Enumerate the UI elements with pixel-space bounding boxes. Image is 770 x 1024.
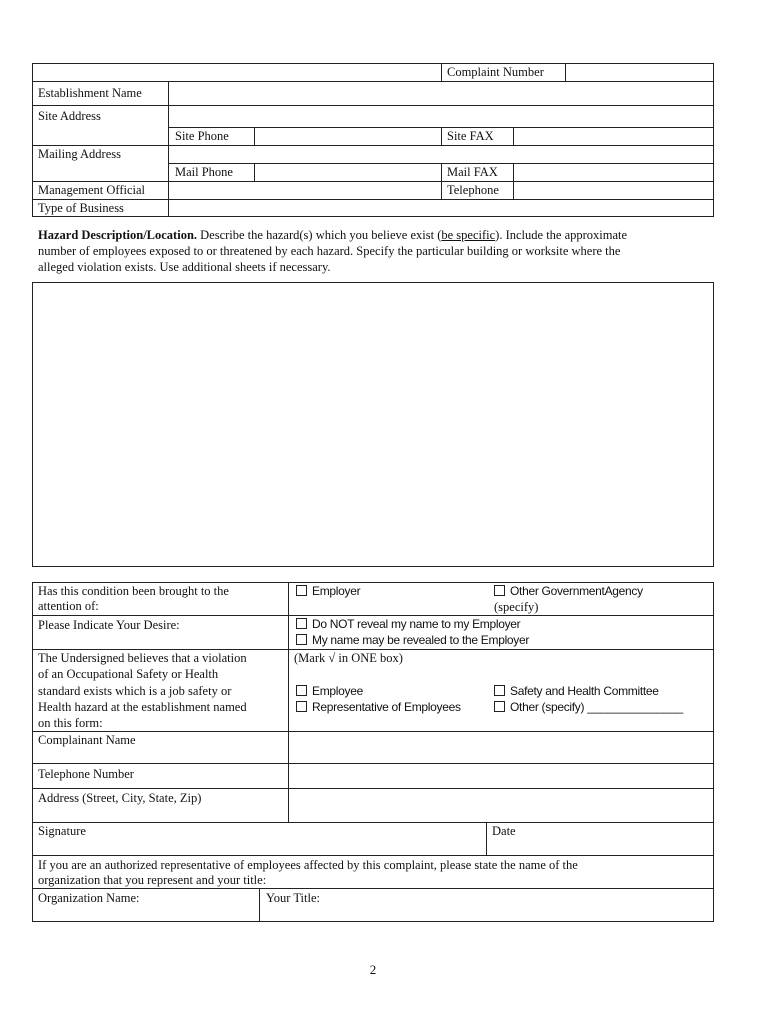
may-reveal-checkbox[interactable] — [296, 633, 529, 648]
checkbox-icon — [296, 634, 307, 645]
date-label: Date — [492, 824, 516, 838]
do-not-reveal-label: Do NOT reveal my name to my Employer — [312, 617, 521, 631]
type-of-business-label: Type of Business — [38, 201, 124, 215]
hazard-instructions — [38, 227, 718, 275]
complainant-name-label: Complainant Name — [38, 733, 136, 747]
authorized-rep-line-2: organization that you represent and your title: — [38, 873, 267, 887]
undersigned-line-2: of an Occupational Safety or Health — [38, 667, 219, 681]
mail-phone-label: Mail Phone — [175, 165, 233, 179]
attention-label-line-2: attention of: — [38, 599, 99, 613]
checkbox-icon — [296, 585, 307, 596]
your-title-field[interactable] — [260, 889, 713, 921]
be-specific-text: be specific — [441, 228, 496, 242]
complainant-name-field[interactable] — [289, 732, 713, 763]
management-official-field[interactable] — [169, 182, 441, 199]
date-field[interactable] — [487, 823, 713, 855]
address-label: Address (Street, City, State, Zip) — [38, 791, 202, 805]
site-address-label: Site Address — [38, 109, 101, 123]
checkbox-icon — [296, 618, 307, 629]
may-reveal-label: My name may be revealed to the Employer — [312, 633, 530, 647]
mark-instruction: (Mark √ in ONE box) — [294, 651, 403, 665]
mail-fax-field[interactable] — [514, 164, 713, 181]
other-specify-option-label: Other (specify) _______________ — [510, 700, 683, 714]
hazard-heading: Hazard Description/Location. — [38, 228, 198, 242]
signature-label: Signature — [38, 824, 86, 838]
other-agency-checkbox[interactable] — [494, 584, 643, 599]
hazard-text-1: Describe the hazard(s) which you believe exist ( — [200, 228, 442, 242]
checkbox-icon — [494, 585, 505, 596]
site-fax-label: Site FAX — [447, 129, 494, 143]
site-fax-field[interactable] — [514, 128, 713, 145]
checkbox-icon — [296, 685, 307, 696]
telephone-number-label: Telephone Number — [38, 767, 134, 781]
safety-committee-checkbox[interactable] — [494, 684, 659, 699]
organization-name-field[interactable] — [33, 889, 259, 921]
establishment-name-field[interactable] — [169, 82, 713, 105]
hazard-line-3: alleged violation exists. Use additional sheets if necessary. — [38, 260, 331, 274]
other-specify-checkbox[interactable] — [494, 700, 683, 715]
representative-checkbox[interactable] — [296, 700, 461, 715]
management-official-label: Management Official — [38, 183, 146, 197]
attention-label-line-1: Has this condition been brought to the — [38, 584, 229, 598]
signature-field[interactable] — [33, 823, 486, 855]
mail-fax-label: Mail FAX — [447, 165, 498, 179]
undersigned-line-1: The Undersigned believes that a violation — [38, 651, 247, 665]
representative-option-label: Representative of Employees — [312, 700, 461, 714]
other-agency-specify-label: (specify) — [494, 600, 539, 614]
telephone-field[interactable] — [514, 182, 713, 199]
checkbox-icon — [494, 685, 505, 696]
undersigned-line-5: on this form: — [38, 716, 103, 730]
mailing-address-label: Mailing Address — [38, 147, 121, 161]
undersigned-line-4: Health hazard at the establishment named — [38, 700, 247, 714]
address-field[interactable] — [289, 789, 713, 822]
telephone-label: Telephone — [447, 183, 499, 197]
employer-checkbox[interactable] — [296, 584, 360, 599]
your-title-label: Your Title: — [266, 891, 320, 905]
site-address-field[interactable] — [169, 106, 713, 127]
hazard-line-2: number of employees exposed to or threatened by each hazard. Specify the particular building or worksite where the — [38, 244, 621, 258]
do-not-reveal-checkbox[interactable] — [296, 617, 520, 632]
hazard-description-box[interactable] — [32, 282, 714, 567]
hazard-text-2: ). Include the approximate — [495, 228, 628, 242]
telephone-number-field[interactable] — [289, 764, 713, 788]
mailing-address-field[interactable] — [169, 146, 713, 163]
desire-label: Please Indicate Your Desire: — [38, 618, 180, 632]
complaint-number-label: Complaint Number — [447, 65, 544, 79]
establishment-name-label: Establishment Name — [38, 86, 142, 100]
safety-committee-option-label: Safety and Health Committee — [510, 684, 659, 698]
page-number: 2 — [369, 962, 377, 977]
checkbox-icon — [494, 701, 505, 712]
employee-checkbox[interactable] — [296, 684, 363, 699]
site-phone-field[interactable] — [255, 128, 441, 145]
other-agency-option-label: Other GovernmentAgency — [510, 584, 643, 598]
site-phone-label: Site Phone — [175, 129, 229, 143]
employee-option-label: Employee — [312, 684, 363, 698]
authorized-rep-line-1: If you are an authorized representative of employees affected by this complaint, please state the name of the — [38, 858, 578, 872]
complaint-number-field[interactable] — [566, 64, 713, 81]
organization-name-label: Organization Name: — [38, 891, 140, 905]
checkbox-icon — [296, 701, 307, 712]
mail-phone-field[interactable] — [255, 164, 441, 181]
employer-option-label: Employer — [312, 584, 361, 598]
type-of-business-field[interactable] — [169, 200, 713, 216]
undersigned-line-3: standard exists which is a job safety or — [38, 684, 232, 698]
